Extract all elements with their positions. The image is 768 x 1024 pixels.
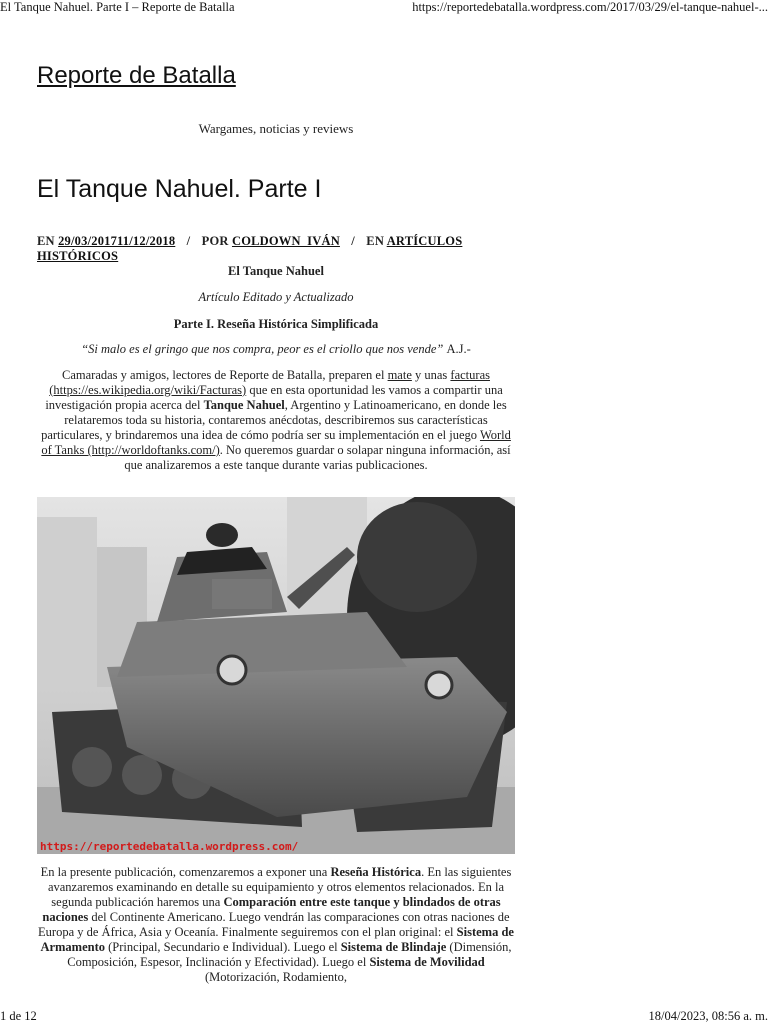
- tank-illustration: [37, 497, 515, 854]
- quote-author: A.J.-: [446, 342, 471, 356]
- text-span: y unas: [411, 368, 451, 382]
- category-link[interactable]: ARTÍCULOS HISTÓRICOS: [37, 234, 463, 263]
- text-span: (Dimensión, Composición, Espesor, Inclinación y Efectividad). Luego el: [67, 940, 512, 969]
- tank-photo: [37, 497, 515, 854]
- post-title: El Tanque Nahuel. Parte I: [37, 175, 322, 203]
- post-date-link[interactable]: 29/03/201711/12/2018: [58, 234, 176, 248]
- text-span: . No queremos guardar o solapar ninguna información, así que analizaremos a este tanque durante varias publicaciones.: [124, 443, 511, 472]
- print-header-url: https://reportedebatalla.wordpress.com/2017/03/29/el-tanque-nahuel-...: [412, 0, 768, 14]
- section-paragraph: [37, 865, 515, 985]
- text-span: En la presente publicación, comenzaremos a exponer una: [40, 865, 331, 879]
- bold-text: Sistema de Movilidad: [369, 955, 485, 969]
- part-title: Parte I. Reseña Histórica Simplificada: [173, 317, 379, 331]
- text-span: que en esta oportunidad les vamos a compartir una investigación propia acerca del: [45, 383, 503, 412]
- print-header-title: El Tanque Nahuel. Parte I – Reporte de Batalla: [0, 0, 235, 14]
- meta-en-label: EN: [366, 234, 385, 248]
- text-span: (Principal, Secundario e Individual). Luego el: [105, 940, 341, 954]
- bold-text: Sistema de Blindaje: [340, 940, 447, 954]
- meta-por-label: POR: [201, 234, 229, 248]
- bold-text: Reseña Histórica: [330, 865, 422, 879]
- meta-separator: /: [186, 234, 191, 248]
- text-span: (Motorización, Rodamiento,: [205, 970, 347, 984]
- print-timestamp: 18/04/2023, 08:56 a. m.: [648, 1009, 768, 1023]
- bold-text: Comparación entre este tanque y blindados de otras naciones: [42, 895, 501, 924]
- article-heading: El Tanque Nahuel: [228, 264, 324, 278]
- author-link[interactable]: COLDOWN_IVÁN: [231, 234, 340, 248]
- text-span: Camaradas y amigos, lectores de Reporte de Batalla, preparen el: [62, 368, 388, 382]
- facturas-link[interactable]: facturas (https://es.wikipedia.org/wiki/Facturas): [49, 368, 490, 397]
- text-span: . En las siguientes avanzaremos examinando en detalle su equipamiento y otros elementos relacionados. En la segunda publicación haremos una: [47, 865, 512, 909]
- print-page-counter: 1 de 12: [0, 1009, 37, 1023]
- article-subheading: Artículo Editado y Actualizado: [198, 290, 354, 304]
- mate-link[interactable]: mate: [387, 368, 412, 382]
- site-title-link[interactable]: Reporte de Batalla: [37, 62, 236, 89]
- intro-paragraph: [37, 368, 515, 473]
- text-span: del Continente Americano. Luego vendrán las comparaciones con otras naciones de Europa y de África, Asia y Oceanía. Finalmente seguiremos con el plan original: el: [38, 910, 510, 939]
- bold-text: Tanque Nahuel: [203, 398, 285, 412]
- epigraph-quote: [37, 342, 515, 357]
- meta-en-label: EN: [37, 234, 55, 248]
- quote-text: “Si malo es el gringo que nos compra, peor es el criollo que nos vende”: [81, 342, 444, 356]
- image-watermark: https://reportedebatalla.wordpress.com/: [40, 840, 299, 853]
- post-meta: [37, 234, 515, 264]
- text-span: , Argentino y Latinoamericano, en donde les relataremos toda su historia, contaremos anécdotas, describiremos sus características particulares, y brindaremos una idea de cómo podría ser su implementación en el juego: [41, 398, 507, 442]
- bold-text: Sistema de Armamento: [40, 925, 514, 954]
- site-tagline: Wargames, noticias y reviews: [198, 121, 354, 136]
- world-of-tanks-link[interactable]: World of Tanks (http://worldoftanks.com/): [41, 428, 511, 457]
- meta-separator: /: [351, 234, 355, 248]
